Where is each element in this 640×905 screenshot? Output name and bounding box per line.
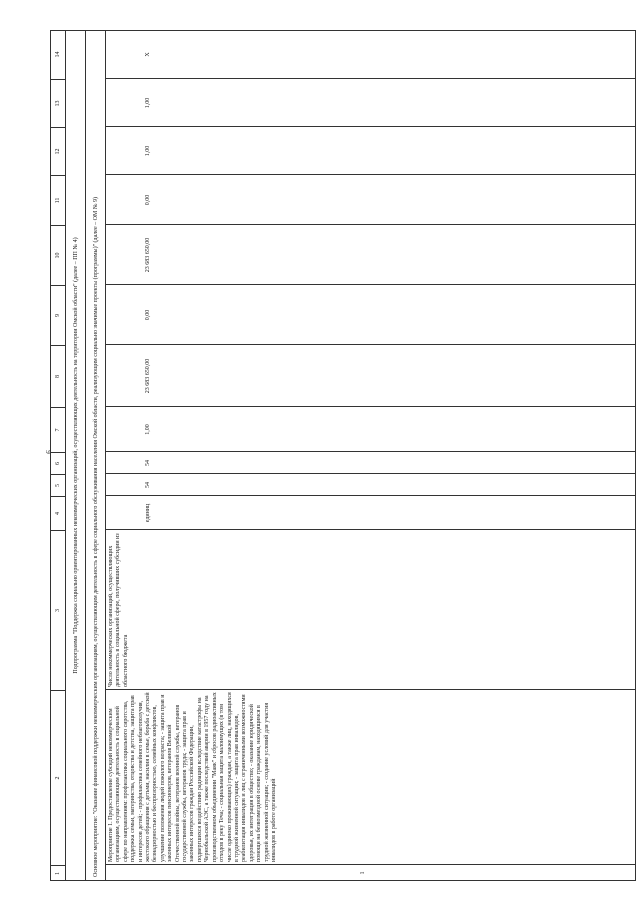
col-number: 11 [50,175,66,225]
col-number: 5 [50,474,66,496]
subprogram-band [66,30,86,881]
value-cell: 1,00 [145,97,151,109]
value-cell: 23 683 650,00 [145,358,151,394]
col-number: 7 [50,407,66,452]
col-number: 10 [50,225,66,285]
col-number: 4 [50,496,66,530]
goal-band [86,30,106,881]
value-cell: 0,00 [145,309,151,321]
col-number: 2 [50,690,66,865]
value-cell: 1,00 [145,424,151,435]
value-cell: 23 683 650,00 [145,237,151,273]
col-number: 6 [50,452,66,474]
rotated-table [50,30,636,881]
goal-heading: Основное мероприятие: "Оказание финансовой поддержки некоммерческим организациям, осуществляющим деятельность в сфере социального обслуживания населения Омской области, реализующим социально значимые проекты (программы)" (далее – ОМ № 9) [93,196,99,877]
col-number: 14 [55,51,61,58]
col-number: 3 [50,530,66,690]
value-cell: X [145,52,151,57]
value-cell: 1,00 [145,145,151,157]
event-description: Мероприятие 1. Предоставление субсидий некоммерческим организациям, осуществляющим деятельность в социальной сфере по направлениям: профилактика социального сиротства, поддержка семьи, материнства, отцовства и детства, защита прав и интересов детей; - профилактика семейного неблагополучия, жестокого обращения с детьми, насилия в семье, борьба с детской безнадзорностью и беспризорностью, семейных конфликтов, улучшение положения людей пожилого возраста; - защита прав и законных интересов пенсионеров, ветеранов Великой Отечественной войны, ветеранов военной службы, ветеранов государственной службы, ветеранов труда; - защита прав и законных интересов граждан Российской Федерации, подвергшихся воздействию радиации вследствие катастрофы на Чернобыльской АЭС, а также последствий аварии в 1957 году на производственном объединении "Маяк" и сбросов радиоактивных отходов в реку Теча; - социальная защита малоимущих (в том числе одиноко проживающих) граждан, а также лиц, находящихся в трудной жизненной ситуации; - защита прав инвалидов, реабилитация инвалидов и лиц с ограниченными возможностями здоровья, их интеграция в общество; - оказание юридической помощи на безвозмездной основе гражданам, находящимся в трудной жизненной ситуации; - создание условий для участия инвалидов в работе организаций [108,692,277,862]
page-number: 9 [44,450,52,454]
col-number: 13 [50,79,66,127]
value-cell: 0,00 [145,194,151,206]
column-number-row [50,30,66,881]
value-cell: 54 [145,482,151,488]
indicator-name: Число некоммерческих организаций, осуществляющих деятельность в социальной сфере, получивших субсидии из областного бюджета [108,533,129,687]
row-number: 1 [360,871,366,875]
col-number: 9 [50,285,66,345]
col-number: 12 [50,127,66,175]
col-number: 8 [50,345,66,407]
value-cell: 54 [145,460,151,466]
col-number: 1 [50,865,66,881]
subprogram-heading: Подпрограмма "Поддержка социально ориентированных некоммерческих организаций, осуществляющих деятельность на территории Омской области" (далее – ПП № 4) [73,237,79,674]
unit-cell: единиц [145,503,151,523]
